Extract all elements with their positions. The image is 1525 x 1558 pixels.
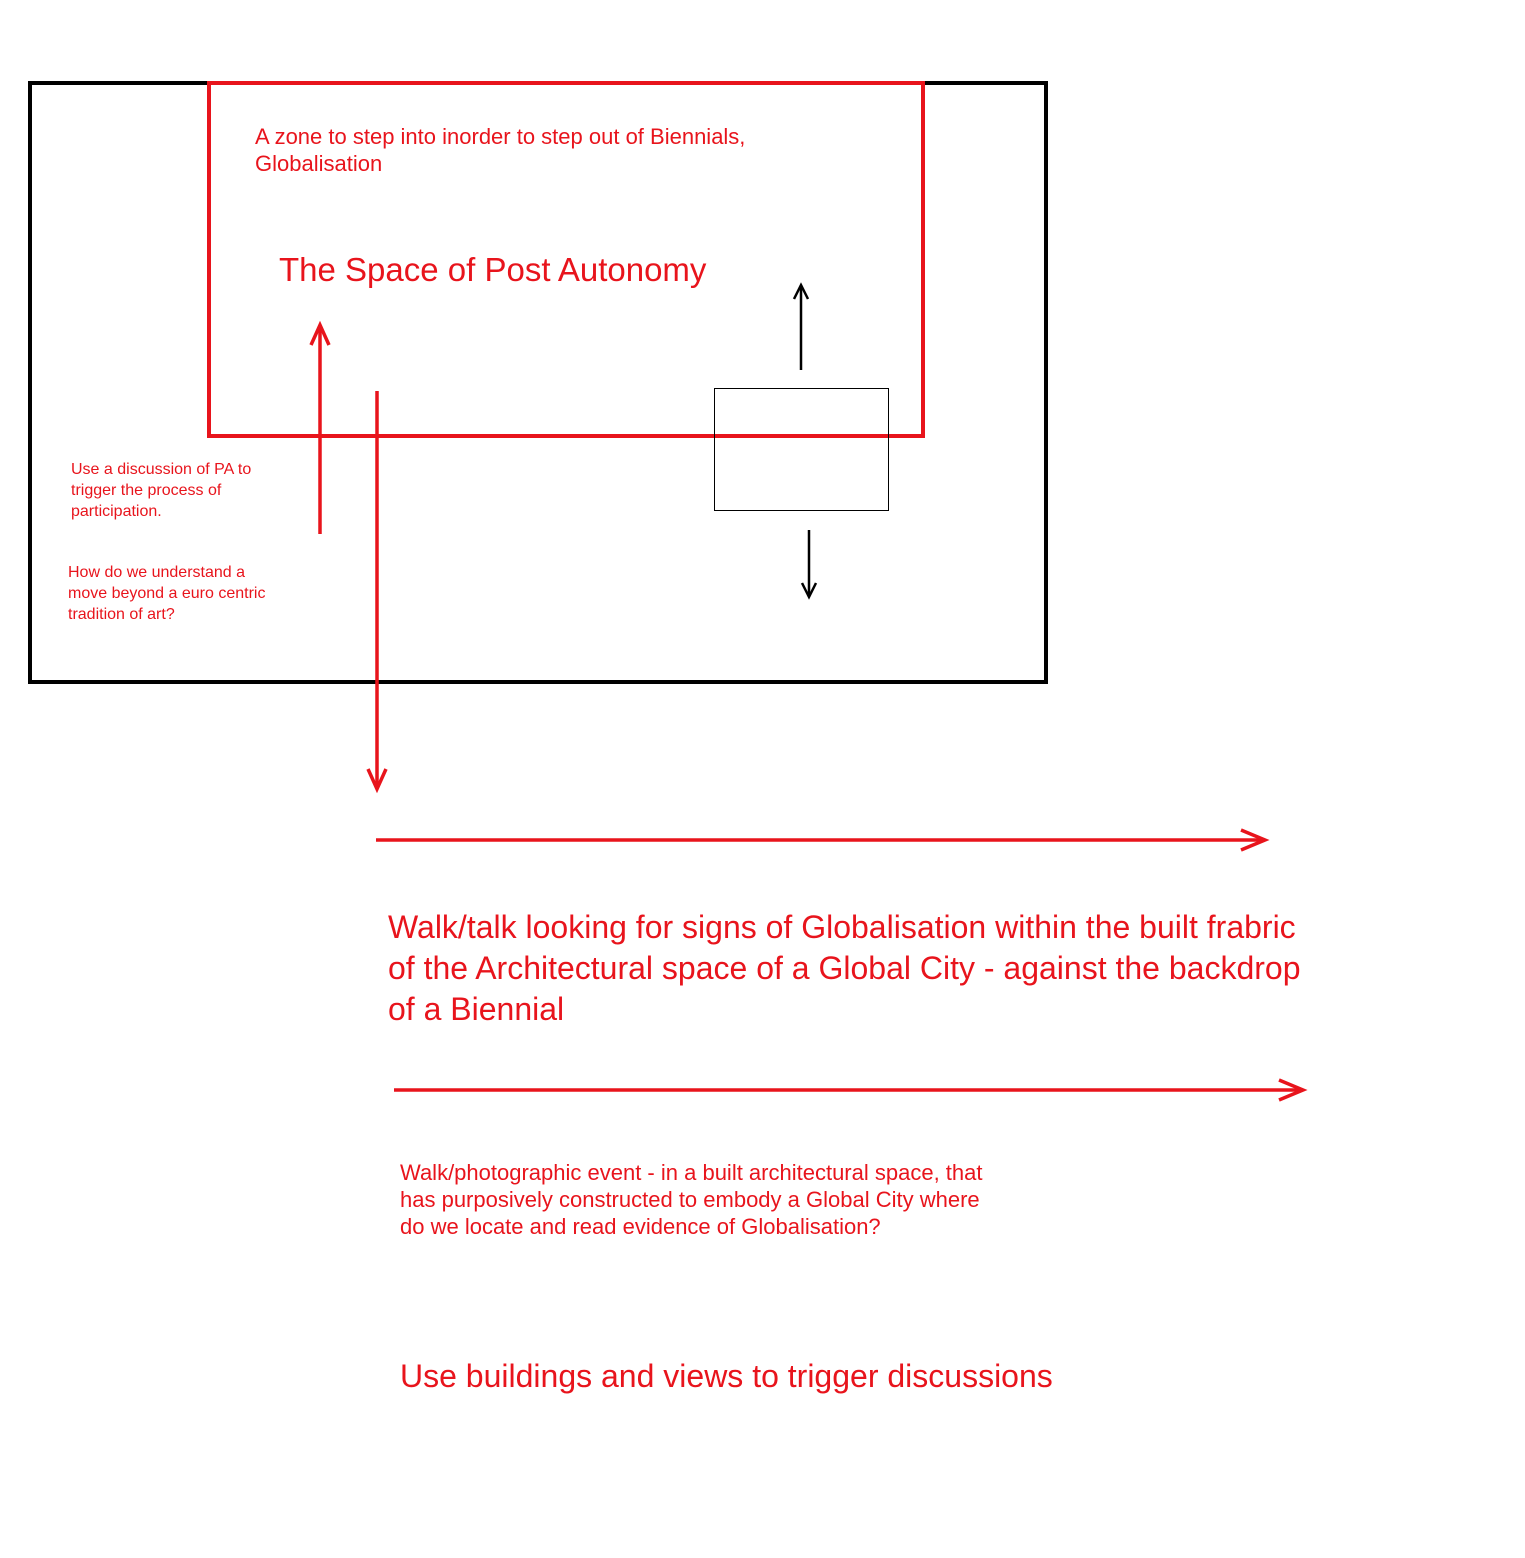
buildings-discussion-note: Use buildings and views to trigger discussions — [400, 1358, 1053, 1394]
small-black-box — [715, 389, 889, 511]
red-right-arrow-upper — [376, 830, 1265, 850]
pa-discussion-note: Use a discussion of PA to trigger the process of participation. — [71, 461, 252, 520]
zone-description: A zone to step into inorder to step out of Biennials, Globalisation — [255, 124, 746, 176]
space-title: The Space of Post Autonomy — [279, 251, 707, 288]
red-down-arrow — [368, 391, 386, 789]
black-up-arrow — [794, 285, 808, 370]
walk-photographic-event: Walk/photographic event - in a built architectural space, that has purposively constructed to embody a Global City where do we locate and read evidence of Globalisation? — [400, 1160, 983, 1239]
walk-talk-description: Walk/talk looking for signs of Globalisation within the built frabric of the Architectural space of a Global City - against the backdrop of a Biennial — [388, 909, 1301, 1027]
red-right-arrow-lower — [394, 1080, 1303, 1100]
black-down-arrow — [802, 530, 816, 597]
euro-centric-question: How do we understand a move beyond a euro centric tradition of art? — [68, 564, 266, 623]
red-up-arrow — [311, 325, 329, 534]
